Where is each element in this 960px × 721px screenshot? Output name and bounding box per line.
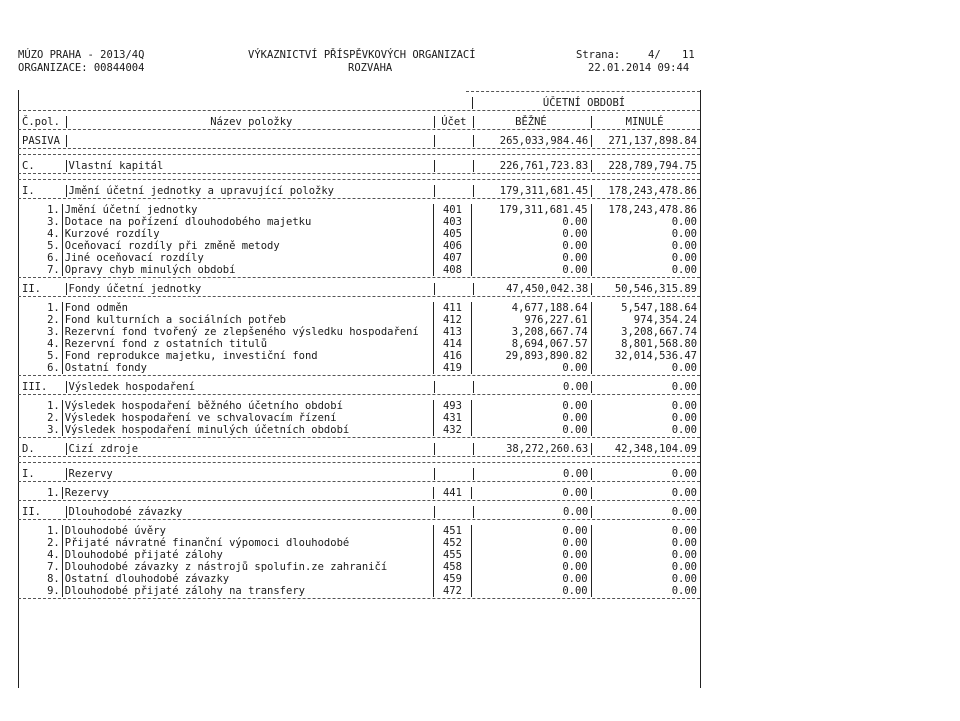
divider	[18, 481, 700, 486]
row-bezne: 0.00	[562, 573, 588, 585]
row-pol: 8.	[47, 573, 60, 585]
table-row	[18, 283, 700, 295]
row-bezne: 29,893,890.82	[505, 350, 588, 362]
row-pol: C.	[22, 160, 35, 172]
row-bezne: 0.00	[562, 561, 588, 573]
row-bezne: 8,694,067.57	[511, 338, 588, 350]
row-name: Dlouhodobé závazky z nástrojů spolufin.ze zahraničí	[64, 561, 388, 573]
col-ucet: Účet	[441, 116, 467, 128]
row-bezne: 38,272,260.63	[506, 443, 589, 455]
row-bezne: 226,761,723.83	[499, 160, 589, 172]
divider	[18, 154, 700, 159]
row-bezne: 0.00	[562, 216, 588, 228]
table-row	[18, 506, 700, 518]
row-minule: 0.00	[671, 487, 698, 499]
row-pol: PASIVA	[22, 135, 60, 147]
row-pol: 6.	[47, 252, 60, 264]
row-ucet: 416	[442, 350, 462, 362]
row-minule: 0.00	[671, 468, 697, 480]
column-header-row	[18, 116, 700, 128]
divider	[18, 437, 700, 442]
row-ucet: 414	[442, 338, 462, 350]
row-ucet: 419	[442, 362, 462, 374]
row-bezne: 0.00	[562, 362, 588, 374]
table-row	[18, 381, 700, 393]
row-bezne: 0.00	[562, 537, 588, 549]
row-minule: 5,547,188.64	[621, 302, 698, 314]
row-pol: 7.	[47, 264, 60, 276]
table-row	[18, 525, 700, 537]
row-pol: 4.	[47, 228, 60, 240]
row-pol: 1.	[47, 525, 60, 537]
row-pol: II.	[22, 506, 41, 518]
period-header	[18, 97, 700, 109]
divider	[18, 394, 700, 399]
table-row	[18, 338, 700, 350]
col-name: Název položky	[210, 116, 293, 128]
table-row	[18, 185, 700, 197]
row-pol: 4.	[47, 549, 60, 561]
row-minule: 0.00	[671, 549, 698, 561]
row-ucet: 403	[442, 216, 462, 228]
row-bezne: 0.00	[562, 468, 589, 480]
col-pol: Č.pol.	[22, 116, 60, 128]
page-value: 4/	[648, 49, 661, 61]
row-name: Dlouhodobé závazky	[68, 506, 183, 518]
row-pol: III.	[22, 381, 48, 393]
row-pol: 5.	[47, 350, 60, 362]
row-pol: 2.	[47, 314, 60, 326]
row-ucet: 451	[442, 525, 462, 537]
table-row	[18, 573, 700, 585]
row-minule: 42,348,104.09	[614, 443, 697, 455]
row-name: Výsledek hospodaření	[68, 381, 195, 393]
divider	[18, 110, 700, 115]
row-bezne: 0.00	[562, 412, 588, 424]
row-bezne: 265,033,984.46	[499, 135, 589, 147]
balance-sheet-table	[18, 90, 700, 604]
row-bezne: 0.00	[562, 487, 588, 499]
col-bezne: BĚŽNÉ	[515, 116, 547, 128]
row-ucet: 493	[442, 400, 462, 412]
table-row	[18, 302, 700, 314]
table-row	[18, 314, 700, 326]
row-minule: 228,789,794.75	[608, 160, 697, 172]
divider	[18, 179, 700, 184]
row-name: Ostatní fondy	[64, 362, 147, 374]
row-minule: 32,014,536.47	[614, 350, 698, 362]
row-name: Kurzové rozdíly	[64, 228, 160, 240]
row-name: Dlouhodobé přijaté zálohy	[64, 549, 223, 561]
row-minule: 0.00	[671, 252, 698, 264]
row-minule: 0.00	[671, 381, 697, 393]
row-bezne: 0.00	[562, 240, 588, 252]
row-ucet: 441	[442, 487, 462, 499]
row-name: Dotace na pořízení dlouhodobého majetku	[64, 216, 312, 228]
row-pol: D.	[22, 443, 35, 455]
period-label: ÚČETNÍ OBDOBÍ	[542, 97, 626, 109]
row-ucet: 413	[442, 326, 462, 338]
row-bezne: 179,311,681.45	[499, 204, 588, 216]
divider	[466, 91, 700, 96]
row-ucet: 412	[442, 314, 462, 326]
row-bezne: 4,677,188.64	[511, 302, 588, 314]
row-pol: 1.	[47, 487, 60, 499]
row-name: Opravy chyb minulých období	[64, 264, 236, 276]
table-row	[18, 264, 700, 276]
row-pol: 5.	[47, 240, 60, 252]
row-name: Rezervní fond z ostatních titulů	[64, 338, 268, 350]
table-row	[18, 362, 700, 374]
row-name: Oceňovací rozdíly při změně metody	[64, 240, 280, 252]
row-minule: 0.00	[671, 216, 698, 228]
table-row	[18, 537, 700, 549]
row-ucet: 407	[442, 252, 462, 264]
row-name: Rezervy	[64, 487, 110, 499]
row-minule: 0.00	[671, 400, 698, 412]
table-row	[18, 561, 700, 573]
row-name: Dlouhodobé přijaté zálohy na transfery	[64, 585, 305, 597]
row-ucet: 401	[442, 204, 462, 216]
row-minule: 0.00	[671, 573, 698, 585]
row-bezne: 0.00	[562, 264, 588, 276]
row-minule: 0.00	[671, 525, 698, 537]
row-minule: 0.00	[671, 561, 698, 573]
row-ucet: 406	[442, 240, 462, 252]
table-row	[18, 443, 700, 455]
row-pol: I.	[22, 185, 35, 197]
row-minule: 0.00	[671, 412, 698, 424]
row-minule: 974,354.24	[633, 314, 698, 326]
row-pol: 6.	[47, 362, 60, 374]
table-row	[18, 487, 700, 499]
row-bezne: 0.00	[562, 506, 589, 518]
row-name: Ostatní dlouhodobé závazky	[64, 573, 230, 585]
row-ucet: 472	[442, 585, 462, 597]
page-label: Strana:	[576, 49, 621, 61]
row-pol: 2.	[47, 412, 60, 424]
row-minule: 0.00	[671, 506, 697, 518]
row-bezne: 0.00	[562, 381, 589, 393]
row-pol: I.	[22, 468, 35, 480]
row-minule: 0.00	[671, 537, 698, 549]
row-ucet: 459	[442, 573, 462, 585]
divider	[18, 296, 700, 301]
table-row	[18, 135, 700, 147]
row-pol: 3.	[47, 216, 60, 228]
org-line-2: ORGANIZACE: 00844004	[18, 62, 145, 74]
divider	[18, 500, 700, 505]
row-name: Výsledek hospodaření běžného účetního období	[64, 400, 343, 412]
row-minule: 178,243,478.86	[608, 185, 697, 197]
row-pol: 1.	[47, 204, 60, 216]
row-pol: 1.	[47, 400, 60, 412]
table-row	[18, 350, 700, 362]
row-minule: 178,243,478.86	[608, 204, 698, 216]
table-row	[18, 424, 700, 436]
row-bezne: 0.00	[562, 549, 588, 561]
row-name: Přijaté návratné finanční výpomoci dlouhodobé	[64, 537, 350, 549]
row-name: Fond odměn	[64, 302, 128, 314]
divider	[18, 375, 700, 380]
divider	[18, 462, 700, 467]
row-ucet: 452	[442, 537, 462, 549]
print-datetime: 22.01.2014 09:44	[588, 62, 690, 74]
row-name: Fond reprodukce majetku, investiční fond	[64, 350, 318, 362]
row-minule: 0.00	[671, 362, 698, 374]
row-ucet: 432	[442, 424, 462, 436]
row-minule: 8,801,568.80	[621, 338, 698, 350]
divider	[18, 598, 700, 603]
row-ucet: 455	[442, 549, 462, 561]
row-minule: 3,208,667.74	[621, 326, 698, 338]
divider	[18, 129, 700, 134]
row-name: Rezervní fond tvořený ze zlepšeného výsledku hospodaření	[64, 326, 419, 338]
row-name: Fondy účetní jednotky	[68, 283, 202, 295]
table-row	[18, 228, 700, 240]
row-name: Fond kulturních a sociálních potřeb	[64, 314, 287, 326]
row-minule: 0.00	[671, 240, 698, 252]
row-pol: 9.	[47, 585, 60, 597]
divider	[18, 277, 700, 282]
row-ucet: 408	[442, 264, 462, 276]
row-bezne: 0.00	[562, 252, 588, 264]
table-row	[18, 240, 700, 252]
row-ucet: 431	[442, 412, 462, 424]
row-name: Jmění účetní jednotky a upravující položky	[68, 185, 335, 197]
row-bezne: 976,227.61	[524, 314, 588, 326]
row-name: Vlastní kapitál	[68, 160, 164, 172]
row-bezne: 179,311,681.45	[499, 185, 589, 197]
table-row	[18, 549, 700, 561]
table-row	[18, 216, 700, 228]
row-name: Cizí zdroje	[68, 443, 139, 455]
divider	[18, 456, 700, 461]
row-bezne: 47,450,042.38	[506, 283, 589, 295]
col-minule: MINULÉ	[625, 116, 664, 128]
row-name: Výsledek hospodaření minulých účetních období	[64, 424, 350, 436]
row-name: Rezervy	[68, 468, 113, 480]
table-row	[18, 412, 700, 424]
row-minule: 271,137,898.84	[608, 135, 697, 147]
row-minule: 0.00	[671, 228, 698, 240]
table-body	[18, 135, 700, 603]
table-row	[18, 160, 700, 172]
row-bezne: 0.00	[562, 424, 588, 436]
row-name: Jmění účetní jednotky	[64, 204, 198, 216]
divider	[18, 173, 700, 178]
row-bezne: 3,208,667.74	[511, 326, 588, 338]
row-minule: 0.00	[671, 264, 698, 276]
row-bezne: 0.00	[562, 525, 588, 537]
row-pol: II.	[22, 283, 41, 295]
row-minule: 50,546,315.89	[614, 283, 697, 295]
row-pol: 7.	[47, 561, 60, 573]
row-bezne: 0.00	[562, 400, 588, 412]
row-pol: 3.	[47, 424, 60, 436]
table-row	[18, 326, 700, 338]
row-minule: 0.00	[671, 424, 698, 436]
row-ucet: 405	[442, 228, 462, 240]
table-row	[18, 400, 700, 412]
row-name: Jiné oceňovací rozdíly	[64, 252, 204, 264]
page-total: 11	[682, 49, 695, 61]
org-line-1: MÚZO PRAHA - 2013/4Q	[18, 49, 145, 61]
row-bezne: 0.00	[562, 585, 588, 597]
table-row	[18, 468, 700, 480]
report-subtitle: ROZVAHA	[348, 62, 393, 74]
row-bezne: 0.00	[562, 228, 588, 240]
divider	[18, 198, 700, 203]
row-pol: 1.	[47, 302, 60, 314]
row-pol: 4.	[47, 338, 60, 350]
table-right-border	[700, 90, 701, 688]
table-row	[18, 204, 700, 216]
table-row	[18, 252, 700, 264]
row-ucet: 411	[442, 302, 462, 314]
divider	[18, 148, 700, 153]
row-name: Výsledek hospodaření ve schvalovacím řízení	[64, 412, 337, 424]
row-ucet: 458	[442, 561, 462, 573]
report-title: VÝKAZNICTVÍ PŘÍSPĚVKOVÝCH ORGANIZACÍ	[248, 49, 476, 61]
table-row	[18, 585, 700, 597]
row-pol: 3.	[47, 326, 60, 338]
row-name: Dlouhodobé úvěry	[64, 525, 166, 537]
row-minule: 0.00	[671, 585, 698, 597]
row-pol: 2.	[47, 537, 60, 549]
divider	[18, 519, 700, 524]
